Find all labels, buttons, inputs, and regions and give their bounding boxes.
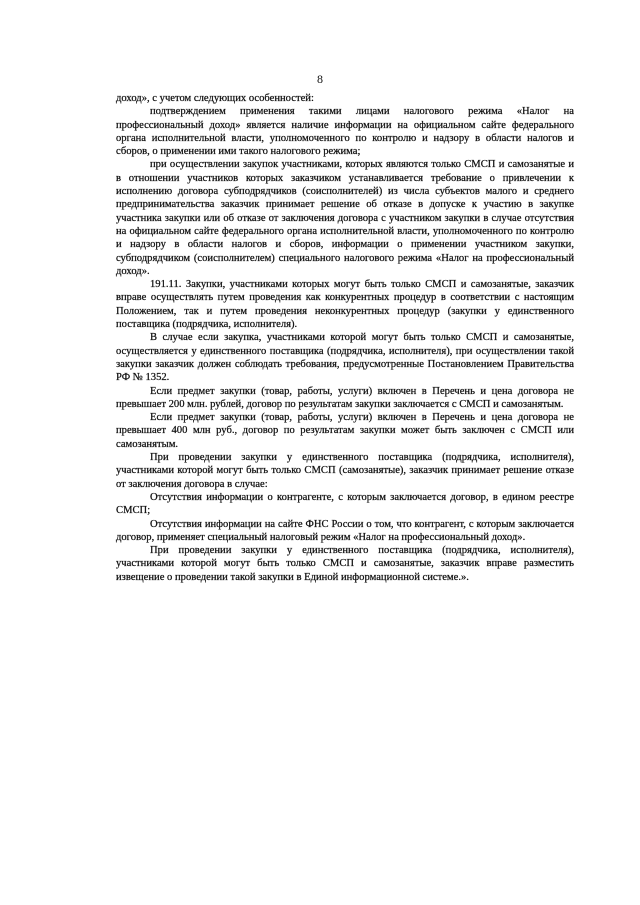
paragraph-subcontractors: при осуществлении закупок участниками, которых являются только СМСП и самозанятые и в отношении участников которых заказчиком устанавливается требование о привлечении к исполнению договора субподрядчиков (соисполнителей) из числа субъектов малого и среднего предпринимательства заказчик принимает решение об отказе в допуске к участию в закупке участника закупки или об отказе от заключения договора с участником закупки в случае отсутствия на официальном сайте федерального органа исполнительной власти, уполномоченного по контролю и надзору в области налогов и сборов, информации о применении участником закупки, субподрядчиком (соисполнителем) специального налогового режима «Налог на профессиональный доход». <box>116 159 574 277</box>
page-number: 8 <box>317 72 323 86</box>
paragraph-confirmation: подтверждением применения такими лицами налогового режима «Налог на профессиональный доход» является наличие информации на официальном сайте федерального органа исполнительной власти, уполномоченного по контролю и надзору в области налогов и сборов, о применении ими такого налогового режима; <box>116 106 574 158</box>
paragraph-single-supplier: В случае если закупка, участниками которой могут быть только СМСП и самозанятые, осуществляется у единственного поставщика (подрядчика, исполнителя), при осуществлении такой закупки заказчик должен соблюдать требования, предусмотренные Постановлением Правительства РФ № 1352. <box>116 332 574 384</box>
paragraph-eis-notice: При проведении закупки у единственного поставщика (подрядчика, исполнителя), участниками которой могут быть только СМСП и самозанятые, заказчик вправе разместить извещение о проведении такой закупки в Единой информационной системе.». <box>116 545 574 583</box>
paragraph-registry-absence: Отсутствия информации о контрагенте, с которым заключается договор, в едином реестре СМСП; <box>116 491 574 517</box>
paragraph-intro-tail: доход», с учетом следующих особенностей: <box>116 93 314 104</box>
paragraph-refusal-conditions: При проведении закупки у единственного поставщика (подрядчика, исполнителя), участниками которой могут быть только СМСП (самозанятые), заказчик принимает решение отказе от заключения договора в случае: <box>116 452 574 490</box>
paragraph-fns-absence: Отсутствия информации на сайте ФНС России о том, что контрагент, с которым заключается договор, применяет специальный налоговый режим «Налог на профессиональный доход». <box>116 518 574 543</box>
paragraph-191-11: 191.11. Закупки, участниками которых могут быть только СМСП и самозанятые, заказчик вправе осуществлять путем проведения как конкурентных процедур в соответствии с настоящим Положением, так и путем проведения неконкурентных процедур (закупки у единственного поставщика (подрядчика, исполнителя). <box>116 279 574 331</box>
paragraph-200-mln: Если предмет закупки (товар, работы, услуги) включен в Перечень и цена договора не превышает 200 млн. рублей, договор по результатам закупки заключается с СМСП и самозанятым. <box>116 385 574 410</box>
document-body <box>116 92 574 584</box>
paragraph-400-mln: Если предмет закупки (товар, работы, услуги) включен в Перечень и цена договора не превышает 400 млн руб., договор по результатам закупки может быть заключен с СМСП или самозанятым. <box>116 412 574 450</box>
